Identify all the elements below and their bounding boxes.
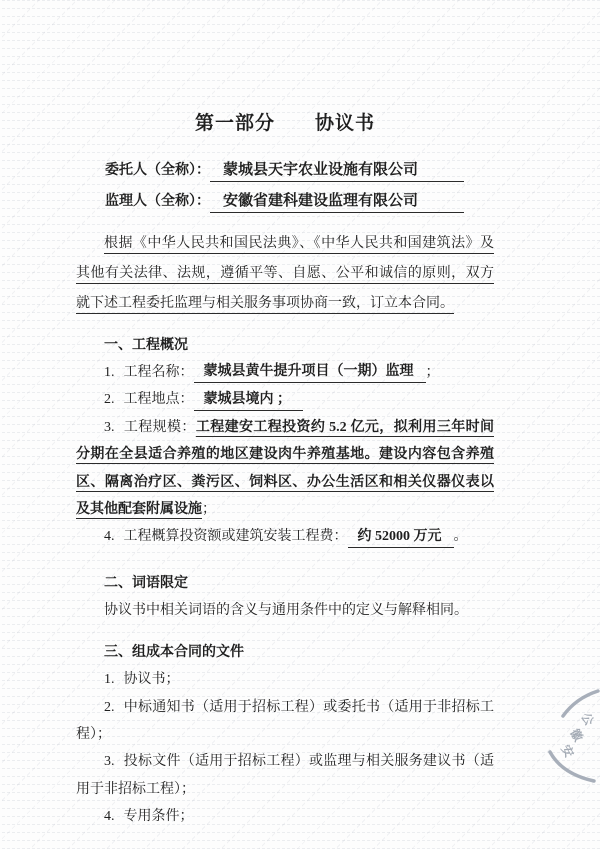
item-number: 2. <box>104 392 115 408</box>
investment-amount-value: 约 52000 万元 <box>348 527 454 548</box>
parties-block <box>76 155 494 217</box>
item-text: 专用条件； <box>123 809 194 825</box>
item-number: 1. <box>104 672 115 688</box>
supervisor-label: 监理人（全称）： <box>105 194 210 209</box>
section3-item4 <box>76 803 494 830</box>
section3-item3 <box>76 748 494 803</box>
seal-char: 安 <box>558 742 577 760</box>
item-text: 协议书； <box>123 672 180 688</box>
supervisor-name-value: 安徽省建科建设监理有限公司 <box>210 191 464 213</box>
item-number: 4. <box>104 809 115 825</box>
section3-item2 <box>76 694 494 749</box>
project-name-value: 蒙城县黄牛提升项目（一期）监理 <box>194 362 426 383</box>
item-number: 2. <box>104 699 115 715</box>
project-scale-value: 工程建安工程投资约 5.2 亿元，拟利用三年时间分期在全县适合养殖的地区建设肉牛养殖基地。建设内容包含养殖区、隔离治疗区、粪污区、饲料区、办公生活区和相关仪器仪表以及其他配套附属设施 <box>76 419 495 518</box>
item-label: 工程概算投资额或建筑安装工程费： <box>123 529 348 545</box>
party-row-supervisor <box>105 186 494 217</box>
item-suffix: 。 <box>453 529 468 545</box>
item-number: 3. <box>104 754 115 770</box>
section1-item3 <box>76 414 494 524</box>
item-label: 工程名称： <box>123 365 194 380</box>
item-suffix: ； <box>425 365 440 380</box>
party-row-client <box>105 155 494 186</box>
seal-char: 公 <box>578 710 597 728</box>
section3-item1 <box>76 666 494 693</box>
item-text: 投标文件（适用于招标工程）或监理与相关服务建议书（适用于非招标工程）； <box>76 754 494 797</box>
item-number: 4. <box>104 529 115 545</box>
section1-item1 <box>76 359 494 386</box>
section2-heading: 二、词语限定 <box>104 575 188 591</box>
section1-item2 <box>76 386 494 413</box>
section1-heading: 一、工程概况 <box>104 338 188 353</box>
item-number: 3. <box>104 419 115 435</box>
page-title: 第一部分 协议书 <box>194 113 375 134</box>
client-name-value: 蒙城县天宇农业设施有限公司 <box>210 160 464 182</box>
preamble-paragraph: 根据《中华人民共和国民法典》、《中华人民共和国建筑法》及其他有关法律、法规，遵循平等、自愿、公平和诚信的原则，双方就下述工程委托监理与相关服务事项协商一致，订立本合同。 <box>76 236 494 311</box>
section3-heading: 三、组成本合同的文件 <box>104 645 244 661</box>
project-location-value: 蒙城县境内 ； <box>194 390 304 411</box>
section1-item4 <box>76 523 494 550</box>
item-label: 工程规模： <box>123 419 196 435</box>
seal-char: 徽 <box>567 726 586 744</box>
item-label: 工程地点： <box>123 392 194 408</box>
item-text: 中标通知书（适用于招标工程）或委托书（适用于非招标工程）； <box>76 699 494 743</box>
item-suffix: ； <box>202 502 216 518</box>
client-label: 委托人（全称）： <box>105 163 210 178</box>
section2-body: 协议书中相关词语的含义与通用条件中的定义与解释相同。 <box>104 602 468 618</box>
item-number: 1. <box>104 365 115 380</box>
